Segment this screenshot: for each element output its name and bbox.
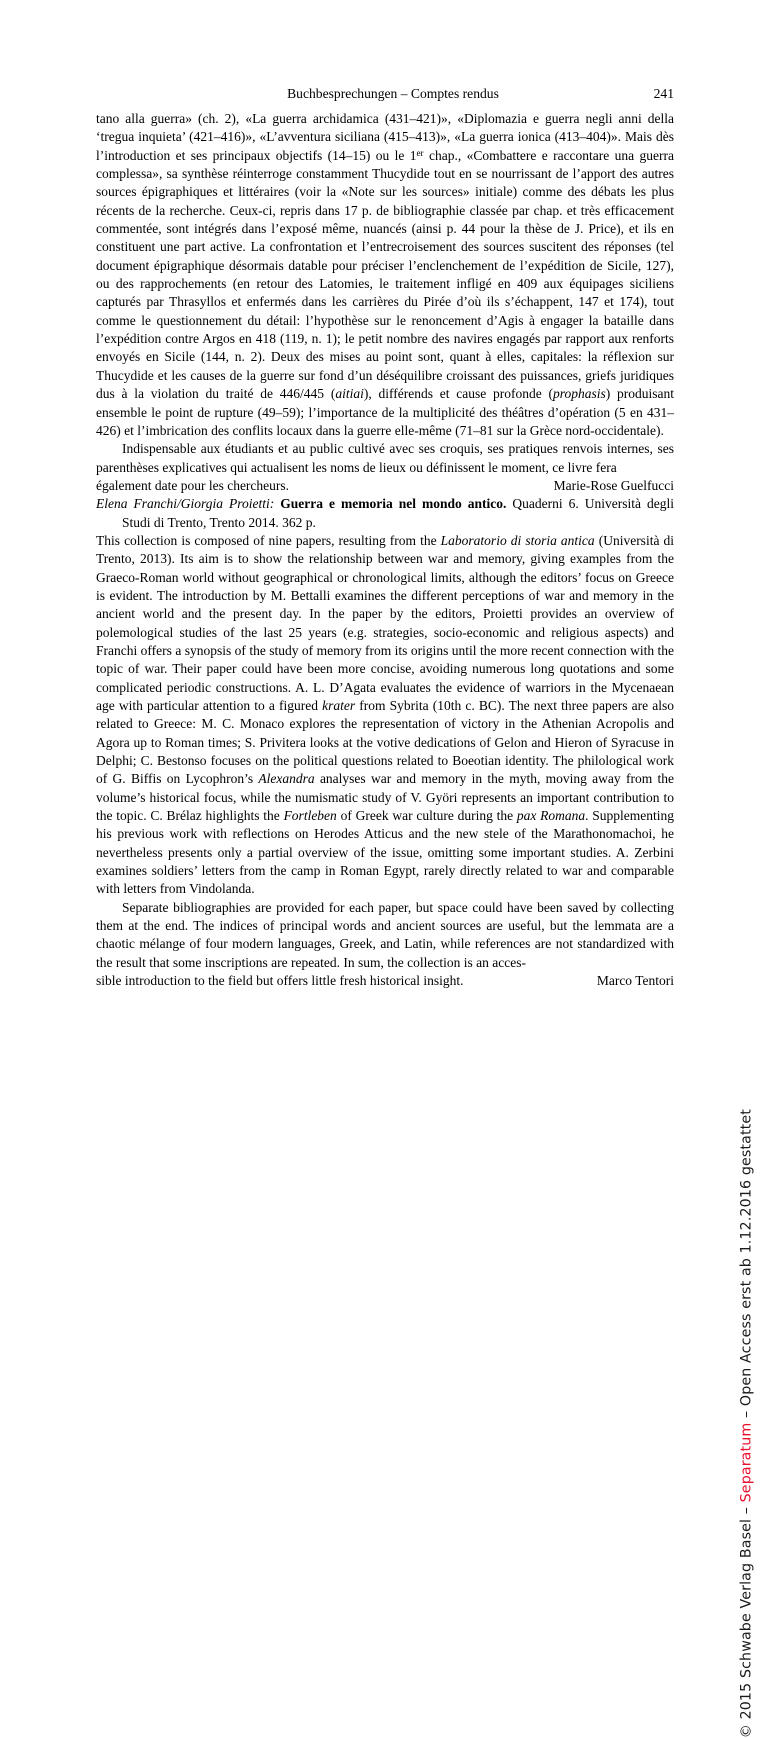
term-alexandra: Alexandra <box>258 771 315 787</box>
term-laboratorio: Laboratorio di storia antica <box>440 532 595 548</box>
review2-closing-line <box>96 972 674 990</box>
review2-text-f: . Supplementing his previous work with reflections on Herodes Atticus and the new stele of the Marathonomachoi, he nevertheless presents only a partial overview of the issue, omitting some important studies. A. Zerbini examines soldiers’ letters from the camp in Roman Egypt, rarely directly related to war and comparable with letters from Vindolanda. <box>96 808 675 897</box>
term-krater: krater <box>322 698 356 713</box>
review1-text-d: ) produisant ensemble le point de rupture (49–59); l’importance de la multiplicité des théâtres d’opération (5 en 431–426) et l’imbrication des conflits locaux dans la guerre elle-même (71–81 sur la Grèce nord-occidentale). <box>96 386 675 438</box>
review1-paragraph-2-last-line: également date pour les chercheurs. <box>96 477 290 493</box>
ordinal-superscript: er <box>416 147 424 158</box>
review2-paragraph-2: Separate bibliographies are provided for each paper, but space could have been saved by collecting them at the end. The indices of principal words and ancient sources are useful, but the lemmata are a chaotic mélange of four modern languages, Greek, and Latin, while references are not standardized with the result that some inscriptions are repeated. In sum, the collection is an acces- <box>96 899 674 970</box>
review2-paragraph-2-last-line: sible introduction to the field but offers little fresh historical insight. <box>96 973 464 989</box>
text-column <box>96 110 674 991</box>
review2-imprint: Quaderni 6. Università degli Studi di Trento, Trento 2014. 362 p. <box>122 496 674 530</box>
side-note-prefix: © 2015 Schwabe Verlag Basel – <box>738 1502 754 1738</box>
term-prophasis: prophasis <box>552 386 606 402</box>
review2-text-e: of Greek war culture during the <box>336 808 517 824</box>
review1-closing-line <box>96 477 674 495</box>
review1-text-b: chap., «Combattere e raccontare una guerra complessa», sa synthèse réinterroge constamment Thucydide tout en se nourrissant de l’apport des autres sources épigraphiques et littéraires (voir la «Note sur les sources» initiale) comme des débats les plus récents de la recherche. Ceux-ci, repris dans 17 p. de bibliographie classée par chap. et très efficacement commentée, sont intégrés dans l’exposé même, nuancés (ainsi p. 44 pour la thèse de J. Price), et ils en constituent une part active. La confrontation et l’entrecroisement des sources suscitent des réponses (tel document épigraphique désormais datable pour préciser l’enclenchement de l’expédition de Sicile, 127), ou des rapprochements (en retour des Latomies, le traitement infligé en 409 aux équipages siciliens capturés par Thrasyllos et enfermés dans les carrières du Pirée d’où ils s’échappent, 147 et 174), tout comme le questionnement du détail: l’hypothèse sur le renoncement d’Agis à engager la bataille dans l’expédition contre Argos en 418 (119, n. 1); le petit nombre des navires engagés par rapport aux renforts envoyés en Sicile (144, n. 2). Deux des mises au point sont, quant à elles, capitales: la réflexion sur Thucydide et les causes de la guerre sur fond d’un déséquilibre croissant des puissances, griefs juridiques dus à la violation du traité de 446/445 ( <box>96 147 675 402</box>
side-note-separatum: Separatum <box>738 1422 754 1503</box>
review2-text-a: This collection is composed of nine papers, resulting from the <box>96 532 441 548</box>
review2-text-d: analyses war and memory in the myth, moving away from the volume’s historical focus, while the numismatic study of V. Györi represents an important contribution to the topic. C. Brélaz highlights the <box>96 771 675 824</box>
term-pax-romana: pax Romana <box>516 808 586 824</box>
review1-text-a: tano alla guerra» (ch. 2), «La guerra archidamica (431–421)», «Diplomazia e guerra negli anni della ‘tregua inquieta’ (421–416)», «L’avventura siciliana (415–413)», «La guerra ionica (413–404)». Mais dès l’introduction et ses principaux objectifs (14–15) ou le 1 <box>96 111 674 163</box>
review2-heading <box>96 495 674 532</box>
term-fortleben: Fortleben <box>283 808 337 824</box>
review1-paragraph-1 <box>96 110 674 440</box>
review1-text-c: ), différends et cause profonde ( <box>363 386 553 402</box>
running-head <box>96 84 674 104</box>
review2-title: Guerra e memoria nel mondo antico. <box>280 496 507 512</box>
review1-paragraph-2: Indispensable aux étudiants et au public cultivé avec ses croquis, ses pratiques renvois internes, ses parenthèses explicatives qui actualisent les noms de lieux ou définissent le moment, ce livre fera <box>96 441 674 475</box>
side-note-suffix: – Open Access erst ab 1.12.2016 gestattet <box>738 1109 754 1423</box>
review1-reviewer-signature: Marie-Rose Guelfucci <box>553 477 674 493</box>
copyright-side-note <box>738 1109 754 1738</box>
review2-authors: Elena Franchi/Giorgia Proietti: <box>96 496 275 512</box>
review2-text-b: (Università di Trento, 2013). Its aim is to show the relationship between war and memory, giving examples from the Graeco-Roman world without geographical or chronological limits, although the editors’ focus on Greece is evident. The introduction by M. Bettalli examines the different perceptions of war and memory in the ancient world and the present day. In the paper by the editors, Proietti provides an overview of polemological studies of the last 25 years (e.g. strategies, socio-economic and religious aspects) and Franchi offers a synopsis of the study of memory from its origins until the more recent connection with the topic of war. Their paper could have been more concise, avoiding numerous long quotations and some complicated periodic constructions. A. L. D’Agata evaluates the evidence of warriors in the Mycenaean age with particular attention to a figured <box>96 532 674 713</box>
review2-text-c: from Sybrita (10th c. BC). The next three papers are also related to Greece: M. C. Monaco explores the representation of victory in the Athenian Acropolis and Agora up to Roman times; S. Privitera looks at the votive dedications of Gelon and Hieron of Syracuse in Delphi; C. Bestonso focuses on the political questions related to Boeotian identity. The philological work of G. Biffis on Lycophron’s <box>96 698 674 787</box>
term-aitiai: aitiai <box>335 386 364 402</box>
review2-paragraph-1 <box>96 532 674 899</box>
page-number: 241 <box>653 86 674 101</box>
running-head-title: Buchbesprechungen – Comptes rendus <box>287 86 499 101</box>
review2-reviewer-signature: Marco Tentori <box>596 973 674 989</box>
